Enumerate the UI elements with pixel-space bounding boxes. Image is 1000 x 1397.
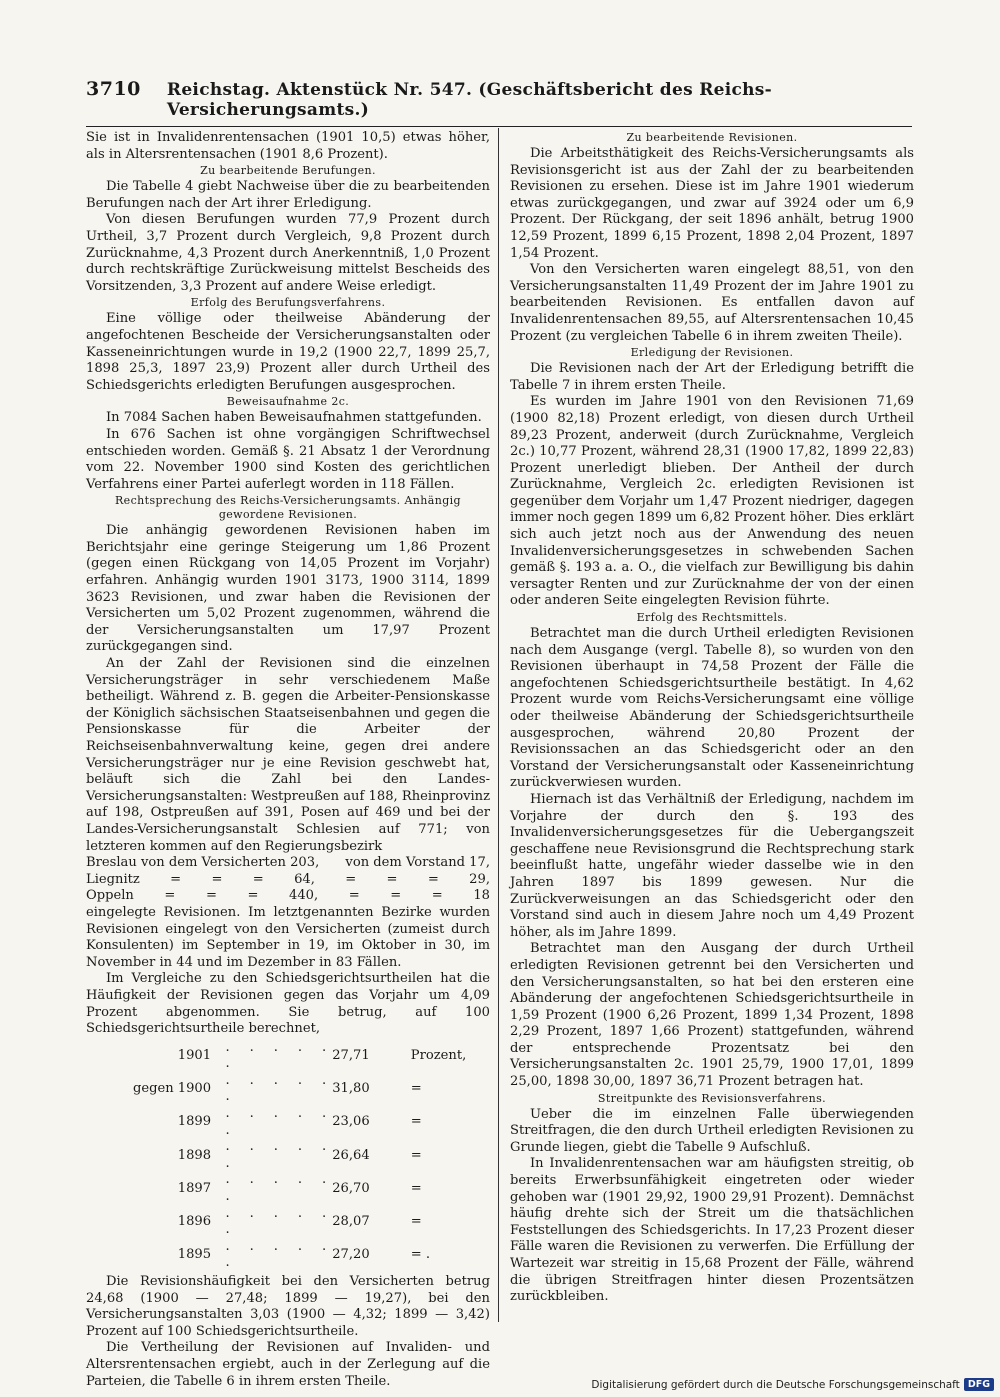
running-title: Reichstag. Aktenstück Nr. 547. (Geschäftsbericht des Reichs-Versicherungsamts.) <box>166 80 773 120</box>
section-heading: Erfolg des Rechtsmittels. <box>636 611 788 625</box>
district-cell: Liegnitz <box>86 871 140 887</box>
section-heading: Streitpunkte des Revisionsverfahrens. <box>597 1091 827 1105</box>
paragraph: eingelegte Revisionen. Im letztgenannten Bezirke wurden Revisionen eingelegt von den Versicherten (zumeist durch Konsulenten) im September in 19, im Oktober in 30, im November in 44 und im Dezember in 83 Fällen. <box>86 904 490 970</box>
ditto-mark: = <box>247 888 259 904</box>
district-cell: Breslau von dem Versicherten 203, <box>86 855 320 871</box>
ditto-mark: = <box>205 888 217 904</box>
table-row <box>126 1073 490 1106</box>
table-cell <box>126 1239 178 1272</box>
table-cell: 28,07 <box>332 1213 370 1229</box>
table-cell: 31,80 <box>332 1081 370 1097</box>
district-row-oppeln <box>86 888 490 905</box>
ditto-mark: = <box>427 871 439 887</box>
section-heading: Erfolg des Berufungsverfahrens. <box>190 296 386 310</box>
district-row-breslau <box>86 855 490 872</box>
ditto-mark: = <box>170 871 182 887</box>
paragraph: In 7084 Sachen haben Beweisaufnahmen stattgefunden. <box>106 410 482 426</box>
section-heading: Erledigung der Revisionen. <box>630 346 794 360</box>
page-header <box>86 78 912 127</box>
table-cell <box>126 1139 178 1172</box>
table-cell: 26,64 <box>332 1147 370 1163</box>
paragraph: Die Arbeitsthätigkeit des Reichs-Versicherungsamts als Revisionsgericht ist aus der Zahl der zu bearbeitenden Revisionen zu ersehen. Diese ist im Jahre 1901 wiederum etwas zurückgegangen, und zwar auf 3924 oder um 6,9 Prozent. Der Rückgang, der seit 1896 anhält, betrug 1900 12,59 Prozent, 1899 6,15 Prozent, 1898 2,04 Prozent, 1897 1,54 Prozent. <box>510 146 914 261</box>
digitization-footer <box>591 1378 994 1391</box>
table-row <box>126 1040 490 1073</box>
table-row <box>126 1239 490 1272</box>
section-heading: Zu bearbeitende Berufungen. <box>200 164 376 178</box>
leader-dots: . . . . . . <box>225 1139 333 1171</box>
ditto-mark: = <box>390 888 402 904</box>
table-row <box>126 1139 490 1172</box>
section-heading: Rechtsprechung des Reichs-Versicherungsamts. Anhängig gewordene Revisionen. <box>114 494 461 522</box>
paragraph: Die Revisionshäufigkeit bei den Versicherten betrug 24,68 (1900 — 27,48; 1899 — 19,27), bei den Versicherungsanstalten 3,03 (1900 — 4,32; 1899 — 3,42) Prozent auf 100 Schiedsgerichtsurtheile. <box>86 1274 490 1339</box>
district-cell: 440, <box>289 888 319 904</box>
paragraph: Betrachtet man den Ausgang der durch Urtheil erledigten Revisionen getrennt bei den Versicherten und den Versicherungsanstalten, so hat bei den ersteren eine Abänderung der angefochtenen Schiedsgerichtsurtheile in 1,59 Prozent (1900 6,26 Prozent, 1899 1,34 Prozent, 1898 2,29 Prozent, 1897 1,66 Prozent) stattgefunden, während der entsprechende Prozentsatz bei den Versicherungsanstalten 2c. 1901 25,79, 1900 17,01, 1899 25,00, 1898 30,00, 1897 36,71 Prozent betragen hat. <box>510 941 914 1090</box>
table-cell: = <box>410 1213 422 1229</box>
leader-dots: . . . . . . <box>225 1172 333 1205</box>
table-cell: 1900 <box>177 1081 212 1097</box>
left-column <box>86 130 490 1390</box>
table-cell: = <box>410 1180 422 1196</box>
leader-dots: . . . . . . <box>225 1072 333 1105</box>
district-cell: von dem Vorstand 17, <box>345 855 490 871</box>
district-cell: 18 <box>473 888 490 904</box>
paragraph: Es wurden im Jahre 1901 von den Revisionen 71,69 (1900 82,18) Prozent erledigt, von diesen durch Urtheil 89,23 Prozent, anderweit (durch Zurücknahme, Vergleich 2c.) 10,77 Prozent, während 28,31 (1900 17,82, 1899 22,83) Prozent unerledigt blieben. Der Antheil der durch Zurücknahme, Vergleich 2c. erledigten Revisionen ist gegenüber dem Vorjahr um 1,47 Prozent niedriger, dagegen immer noch gegen 1899 um 6,82 Prozent höher. Dies erklärt sich auch jetzt noch aus der Anwendung des neuen Invalidenversicherungsgesetzes in schwebenden Sachen gemäß §. 193 a. a. O., die vielfach zur Bewilligung bis dahin versagter Renten und zur Zurücknahme der von der einen oder anderen Seite eingelegten Revision führte. <box>510 394 914 609</box>
table-cell: 27,71 <box>332 1047 370 1063</box>
table-cell: gegen <box>133 1081 174 1097</box>
table-cell: 1895 <box>177 1247 212 1263</box>
ditto-mark: = <box>386 871 398 887</box>
table-cell <box>126 1106 178 1139</box>
table-row <box>126 1206 490 1239</box>
table-cell: 26,70 <box>332 1180 370 1196</box>
paragraph: In 676 Sachen ist ohne vorgängigen Schriftwechsel entschieden worden. Gemäß §. 21 Absatz 1 der Verordnung vom 22. November 1900 sind Kosten des gerichtlichen Verfahrens einer Partei auferlegt worden in 118 Fällen. <box>86 426 490 492</box>
table-cell: 1897 <box>177 1180 212 1196</box>
table-cell: 1901 <box>177 1047 212 1063</box>
column-divider <box>498 128 499 1322</box>
paragraph: Hiernach ist das Verhältniß der Erledigung, nachdem im Vorjahre der durch den §. 193 des Invalidenversicherungsgesetzes für die Uebergangszeit geschaffene neue Revisionsgrund die Rechtsprechung stark beeinflußt hatte, ungefähr wieder dasselbe wie in den Jahren 1897 bis 1899 gewesen. Nur die Zurückverweisungen an das Schiedsgericht oder den Vorstand sind auch in diesem Jahre noch um 4,49 Prozent höher, als im Jahre 1899. <box>510 791 914 940</box>
footer-text: Digitalisierung gefördert durch die Deutsche Forschungsgemeinschaft <box>591 1378 960 1391</box>
ditto-mark: = <box>164 888 176 904</box>
paragraph: Von diesen Berufungen wurden 77,9 Prozent durch Urtheil, 3,7 Prozent durch Vergleich, 9,8 Prozent durch Zurücknahme, 4,3 Prozent durch Anerkenntniß, 1,0 Prozent durch rechtskräftige Zurückweisung mittelst Bescheids des Vorsitzenden, 3,3 Prozent auf andere Weise erledigt. <box>86 212 490 294</box>
paragraph: An der Zahl der Revisionen sind die einzelnen Versicherungsträger in sehr verschiedenem Maße betheiligt. Während z. B. gegen die Arbeiter-Pensionskasse der Königlich sächsischen Staatseisenbahnen und gegen die Pensionskasse für die Arbeiter der Reichseisenbahnverwaltung keine, gegen drei andere Versicherungsträger nur je eine Revision geschwebt hat, beläuft sich die Zahl bei den Landes-Versicherungsanstalten: Westpreußen auf 188, Rheinprovinz auf 198, Ostpreußen auf 391, Posen auf 469 und bei der Landes-Versicherungsanstalt Schlesien auf 771; von letzteren kommen auf den Regierungsbezirk <box>86 656 490 854</box>
table-cell <box>126 1172 178 1205</box>
paragraph: Die Revisionen nach der Art der Erledigung betrifft die Tabelle 7 in ihrem ersten Theile. <box>510 361 914 393</box>
district-cell: 29, <box>469 871 490 887</box>
table-cell: 23,06 <box>332 1114 370 1130</box>
table-cell: = <box>410 1147 422 1163</box>
leader-dots: . . . . . . <box>225 1205 333 1238</box>
table-cell <box>126 1206 178 1239</box>
district-cell: 64, <box>294 871 315 887</box>
ditto-mark: = <box>252 871 264 887</box>
paragraph: Die Vertheilung der Revisionen auf Invaliden- und Altersrentensachen ergiebt, auch in der Zerlegung auf die Parteien, die Tabelle 6 in ihrem ersten Theile. <box>86 1340 490 1389</box>
paragraph: Betrachtet man die durch Urtheil erledigten Revisionen nach dem Ausgange (vergl. Tabelle 8), so wurden von den Revisionen überhaupt in 74,58 Prozent der Fälle die angefochtenen Schiedsgerichtsurtheile bestätigt. In 4,62 Prozent wurde vom Reichs-Versicherungsamt eine völlige oder theilweise Abänderung der Schiedsgerichtsurtheile ausgesprochen, während 20,80 Prozent der Revisionssachen an das Schiedsgericht oder an den Vorstand der Versicherungsanstalt oder Kasseneinrichtung zurückverwiesen wurden. <box>510 626 914 791</box>
leader-dots: . . . . . . <box>225 1238 333 1271</box>
ditto-mark: = <box>431 888 443 904</box>
section-heading: Beweisaufnahme 2c. <box>226 395 350 409</box>
district-cell: Oppeln <box>86 888 134 904</box>
table-cell: = <box>410 1081 422 1097</box>
ditto-mark: = <box>348 888 360 904</box>
paragraph: Sie ist in Invalidenrentensachen (1901 10,5) etwas höher, als in Altersrentensachen (1901 8,6 Prozent). <box>86 130 490 162</box>
table-cell: 1898 <box>177 1147 212 1163</box>
paragraph: In Invalidenrentensachen war am häufigsten streitig, ob bereits Erwerbsunfähigkeit eingetreten oder wieder gehoben war (1901 29,92, 1900 29,91 Prozent). Demnächst häufig drehte sich der Streit um die thatsächlichen Feststellungen des Schiedsgerichts. In 17,23 Prozent dieser Fälle waren die Revisionen zu verwerfen. Die Erfüllung der Wartezeit war streitig in 15,68 Prozent der Fälle, während die übrigen Streitfragen hinter diesen Prozentsätzen zurückbleiben. <box>510 1156 914 1305</box>
paragraph: Ueber die im einzelnen Falle überwiegenden Streitfragen, die den durch Urtheil erledigten Revisionen zu Grunde liegen, giebt die Tabelle 9 Aufschluß. <box>510 1106 914 1155</box>
page-number: 3710 <box>86 78 141 100</box>
leader-dots: . . . . . . <box>225 1106 333 1138</box>
paragraph: Im Vergleiche zu den Schiedsgerichtsurtheilen hat die Häufigkeit der Revisionen gegen das Vorjahr um 4,09 Prozent abgenommen. Sie betrug, auf 100 Schiedsgerichtsurtheile berechnet, <box>86 971 490 1037</box>
table-row <box>126 1172 490 1205</box>
revision-frequency-table <box>126 1040 490 1272</box>
ditto-mark: = <box>211 871 223 887</box>
paragraph: Die anhängig gewordenen Revisionen haben im Berichtsjahr eine geringe Steigerung um 1,86 Prozent (gegen einen Rückgang von 14,05 Prozent im Vorjahr) erfahren. Anhängig wurden 1901 3173, 1900 3114, 1899 3623 Revisionen, und zwar haben die Revisionen der Versicherten um 5,02 Prozent zugenommen, während die der Versicherungsanstalten um 17,97 Prozent zurückgegangen sind. <box>86 523 490 655</box>
table-cell: = <box>410 1114 422 1130</box>
dfg-logo-icon: DFG <box>964 1378 994 1391</box>
table-cell: 27,20 <box>332 1247 370 1263</box>
paragraph: Von den Versicherten waren eingelegt 88,51, von den Versicherungsanstalten 11,49 Prozent der im Jahre 1901 zu bearbeitenden Revisionen. Es entfallen davon auf Invalidenrentensachen 89,55, auf Altersrentensachen 10,45 Prozent (zu vergleichen Tabelle 6 in ihrem zweiten Theile). <box>510 262 914 344</box>
table-cell: Prozent, <box>410 1047 467 1063</box>
table-row <box>126 1106 490 1139</box>
section-heading: Zu bearbeitende Revisionen. <box>626 131 798 144</box>
ditto-mark: = <box>345 871 357 887</box>
table-cell: 1896 <box>177 1213 212 1229</box>
district-row-liegnitz <box>86 872 490 889</box>
table-cell <box>126 1040 178 1073</box>
paragraph: Eine völlige oder theilweise Abänderung der angefochtenen Bescheide der Versicherungsanstalten oder Kasseneinrichtungen wurde in 19,2 (1900 22,7, 1899 25,7, 1898 25,3, 1897 23,9) Prozent aller durch Urtheil des Schiedsgerichts erledigten Berufungen ausgesprochen. <box>86 311 490 393</box>
leader-dots: . . . . . . <box>225 1039 333 1072</box>
table-cell: = . <box>410 1247 431 1263</box>
right-column <box>510 130 914 1306</box>
paragraph: Die Tabelle 4 giebt Nachweise über die zu bearbeitenden Berufungen nach der Art ihrer Erledigung. <box>86 179 490 211</box>
table-cell: 1899 <box>177 1114 212 1130</box>
